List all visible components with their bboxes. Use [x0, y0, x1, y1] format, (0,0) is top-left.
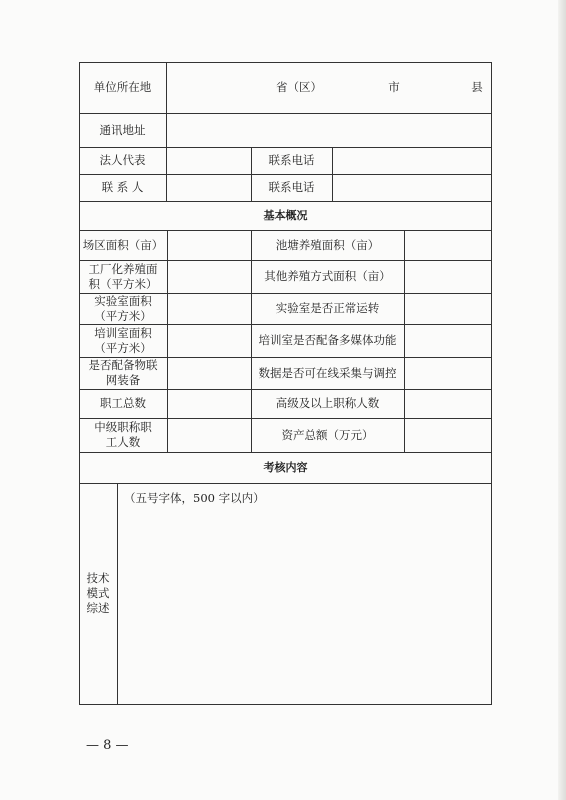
province-label: 省（区） [276, 80, 322, 94]
address-label: 通讯地址 [99, 122, 146, 137]
legal-rep-field[interactable] [167, 147, 251, 174]
phone-label-2: 联系电话 [268, 180, 315, 194]
location-label: 单位所在地 [93, 80, 152, 94]
mid-titles-field[interactable] [168, 418, 251, 452]
staff-total-field[interactable] [168, 389, 251, 418]
summary-hint: （五号字体，500 字以内） [124, 491, 265, 505]
training-multimedia-field[interactable] [405, 324, 491, 357]
senior-titles-label: 高级及以上职称人数 [275, 396, 380, 410]
contact-label: 联 系 人 [101, 180, 144, 194]
city-label: 市 [388, 80, 400, 94]
pond-area-field[interactable] [405, 230, 491, 260]
contact-field[interactable] [167, 174, 251, 201]
iot-equipped-field[interactable] [168, 357, 251, 389]
industrial-area-label: 工厂化养殖面积（平方米） [88, 261, 158, 291]
training-multimedia-label: 培训室是否配备多媒体功能 [258, 333, 397, 347]
data-online-field[interactable] [405, 357, 491, 389]
lab-area-field[interactable] [168, 293, 251, 324]
page-number: — 8 — [86, 738, 129, 753]
other-area-label: 其他养殖方式面积（亩） [264, 269, 391, 283]
training-area-label: 培训室面积（平方米） [94, 325, 152, 355]
application-form-table [79, 62, 492, 704]
page-edge-shadow [558, 0, 566, 800]
phone-field-2[interactable] [333, 174, 491, 201]
mid-titles-label: 中级职称职工人数 [94, 420, 152, 449]
lab-running-field[interactable] [405, 293, 491, 324]
total-assets-label: 资产总额（万元） [281, 427, 374, 442]
pond-area-label: 池塘养殖面积（亩） [275, 237, 380, 252]
basic-overview-heading: 基本概况 [263, 209, 308, 222]
senior-titles-field[interactable] [405, 389, 491, 418]
summary-label: 技术模式综述 [86, 571, 110, 615]
lab-area-label: 实验室面积（平方米） [94, 293, 152, 323]
training-area-field[interactable] [168, 324, 251, 357]
phone-label-1: 联系电话 [268, 153, 315, 167]
other-area-field[interactable] [405, 260, 491, 293]
farm-area-label: 场区面积（亩） [82, 237, 164, 252]
data-online-label: 数据是否可在线采集与调控 [258, 365, 397, 380]
farm-area-field[interactable] [168, 230, 251, 260]
lab-running-label: 实验室是否正常运转 [275, 301, 380, 315]
address-field[interactable] [167, 113, 491, 147]
summary-field[interactable] [118, 483, 491, 704]
county-label: 县 [471, 80, 483, 94]
assessment-heading: 考核内容 [263, 461, 308, 474]
legal-rep-label: 法人代表 [99, 153, 146, 167]
total-assets-field[interactable] [405, 418, 491, 452]
industrial-area-field[interactable] [168, 260, 251, 293]
iot-equipped-label: 是否配备物联网装备 [88, 358, 158, 387]
phone-field-1[interactable] [333, 147, 491, 174]
staff-total-label: 职工总数 [100, 396, 146, 410]
